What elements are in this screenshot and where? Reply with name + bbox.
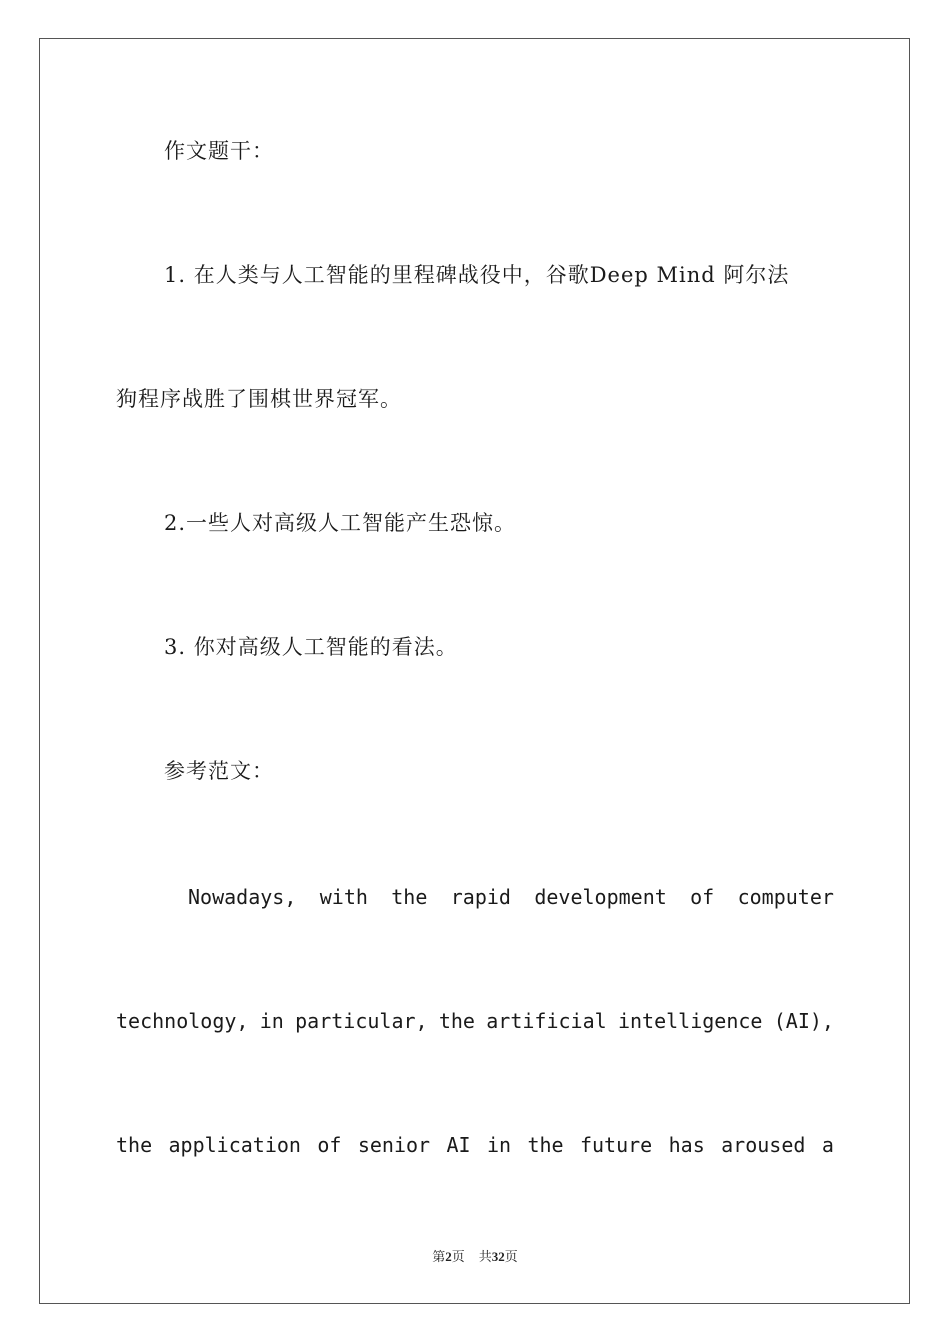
essay-word: the (438, 1009, 475, 1033)
essay-word: of (690, 885, 715, 909)
essay-word: in (486, 1133, 512, 1157)
essay-word: application (168, 1133, 301, 1157)
essay-line-1 (116, 882, 834, 912)
essay-word: development (534, 885, 667, 909)
essay-word: particular, (295, 1009, 428, 1033)
essay-word: the (116, 1133, 153, 1157)
page-footer (0, 1246, 950, 1265)
essay-word: the (527, 1133, 564, 1157)
essay-word: senior (357, 1133, 431, 1157)
page-frame (39, 38, 910, 1304)
essay-word: intelligence (617, 1009, 763, 1033)
page-current: 2 (445, 1249, 452, 1264)
essay-word: artificial (486, 1009, 607, 1033)
essay-word: AI (446, 1133, 471, 1157)
page-total: 32 (491, 1249, 505, 1264)
essay-word: with (319, 885, 368, 909)
point-1-line-1: 1. 在人类与人工智能的里程碑战役中，谷歌Deep Mind 阿尔法 (164, 263, 790, 287)
essay-word: future (579, 1133, 653, 1157)
essay-word: Nowadays, (188, 885, 297, 909)
essay-word: has (668, 1133, 705, 1157)
essay-word: in (259, 1009, 284, 1033)
essay-word: the (391, 885, 428, 909)
page-suffix: 页 (451, 1249, 465, 1264)
page-prefix: 第 (432, 1249, 446, 1264)
essay-word: computer (737, 885, 834, 909)
essay-word: rapid (450, 885, 511, 909)
point-2: 2.一些人对高级人工智能产生恐惊。 (164, 511, 517, 535)
essay-word: of (317, 1133, 342, 1157)
point-3: 3. 你对高级人工智能的看法。 (164, 635, 458, 659)
essay-word: aroused (721, 1133, 806, 1157)
heading-prompt: 作文题干： (164, 139, 274, 163)
heading-sample: 参考范文： (164, 759, 274, 783)
essay-word: a (821, 1133, 834, 1157)
essay-line-3 (116, 1130, 834, 1160)
total-suffix: 页 (504, 1249, 518, 1264)
essay-word: technology, (116, 1009, 249, 1033)
essay-word: (AI), (773, 1009, 834, 1033)
essay-line-2 (116, 1006, 834, 1036)
total-prefix: 共 (478, 1249, 492, 1264)
point-1-line-2: 狗程序战胜了围棋世界冠军。 (116, 387, 402, 411)
